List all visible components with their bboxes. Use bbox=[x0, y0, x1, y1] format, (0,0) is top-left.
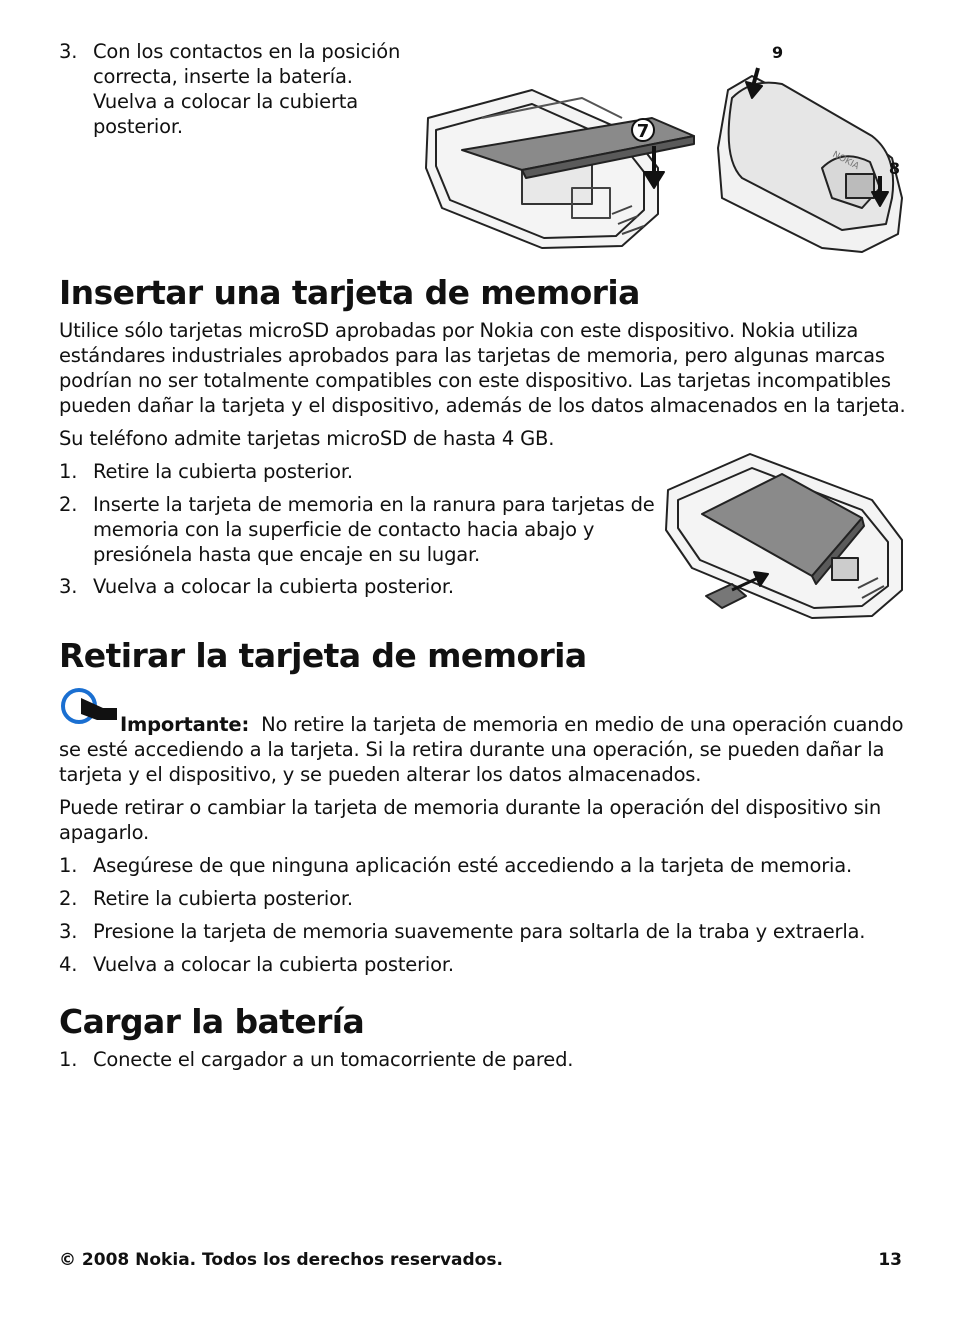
step-number: 1. bbox=[59, 1048, 78, 1071]
step-text: Presione la tarjeta de memoria suavemente para soltarla de la traba y extraerla. bbox=[93, 920, 866, 943]
section-heading-insert: Insertar una tarjeta de memoria bbox=[59, 273, 640, 312]
step-text: Vuelva a colocar la cubierta posterior. bbox=[93, 575, 454, 598]
list-item bbox=[59, 39, 419, 139]
list-item bbox=[59, 459, 659, 484]
step-number: 2. bbox=[59, 493, 78, 516]
footer-copyright: © 2008 Nokia. Todos los derechos reservados. bbox=[59, 1250, 503, 1270]
step-9-label: 9 bbox=[772, 43, 784, 62]
list-item bbox=[59, 952, 904, 977]
step-number: 3. bbox=[59, 575, 78, 598]
step-number: 3. bbox=[59, 920, 78, 943]
section-heading-charge: Cargar la batería bbox=[59, 1002, 365, 1041]
step-number: 1. bbox=[59, 460, 78, 483]
paragraph: Su teléfono admite tarjetas microSD de hasta 4 GB. bbox=[59, 427, 555, 450]
step-number: 2. bbox=[59, 887, 78, 910]
important-note bbox=[59, 712, 909, 787]
list-item bbox=[59, 919, 904, 944]
step-text: Asegúrese de que ninguna aplicación esté accediendo a la tarjeta de memoria. bbox=[93, 854, 852, 877]
step-text: Retire la cubierta posterior. bbox=[93, 887, 353, 910]
list-item bbox=[59, 886, 904, 911]
memory-card-insertion-illustration bbox=[662, 450, 904, 620]
step-number: 3. bbox=[59, 40, 78, 63]
list-item bbox=[59, 853, 904, 878]
paragraph: Utilice sólo tarjetas microSD aprobadas por Nokia con este dispositivo. Nokia utiliza estándares industriales aprobados para las tarjetas de memoria, pero algunas marcas podrían no ser totalmente compatibles con este dispositivo. Las tarjetas incompatibles pueden dañar la tarjeta y el dispositivo, además de los datos almacenados en la tarjeta. bbox=[59, 319, 906, 417]
important-text: No retire la tarjeta de memoria en medio de una operación cuando se esté accediendo a la tarjeta. Si la retira durante una operación, se pueden dañar la tarjeta y el dispositivo, y se pueden alterar los datos almacenados. bbox=[59, 713, 904, 786]
step-7-label: 7 bbox=[636, 121, 650, 142]
step-number: 1. bbox=[59, 854, 78, 877]
step-8-label: 8 bbox=[888, 159, 900, 178]
step-text: Con los contactos en la posición correcta, inserte la batería. Vuelva a colocar la cubierta posterior. bbox=[93, 40, 401, 138]
step-number: 4. bbox=[59, 953, 78, 976]
paragraph: Puede retirar o cambiar la tarjeta de memoria durante la operación del dispositivo sin apagarlo. bbox=[59, 796, 882, 844]
battery-insertion-illustration bbox=[422, 38, 904, 256]
list-item bbox=[59, 492, 659, 567]
important-label: Importante: bbox=[120, 713, 250, 736]
step-text: Vuelva a colocar la cubierta posterior. bbox=[93, 953, 454, 976]
list-item bbox=[59, 574, 659, 599]
list-item bbox=[59, 1047, 904, 1072]
manual-page bbox=[59, 0, 904, 1322]
section-heading-remove: Retirar la tarjeta de memoria bbox=[59, 636, 587, 675]
step-text: Retire la cubierta posterior. bbox=[93, 460, 353, 483]
step-text: Inserte la tarjeta de memoria en la ranura para tarjetas de memoria con la superficie de contacto hacia abajo y presiónela hasta que encaje en su lugar. bbox=[93, 493, 655, 566]
page-number: 13 bbox=[878, 1250, 902, 1270]
cover-logo: NOKIA bbox=[830, 149, 861, 173]
step-text: Conecte el cargador a un tomacorriente de pared. bbox=[93, 1048, 574, 1071]
